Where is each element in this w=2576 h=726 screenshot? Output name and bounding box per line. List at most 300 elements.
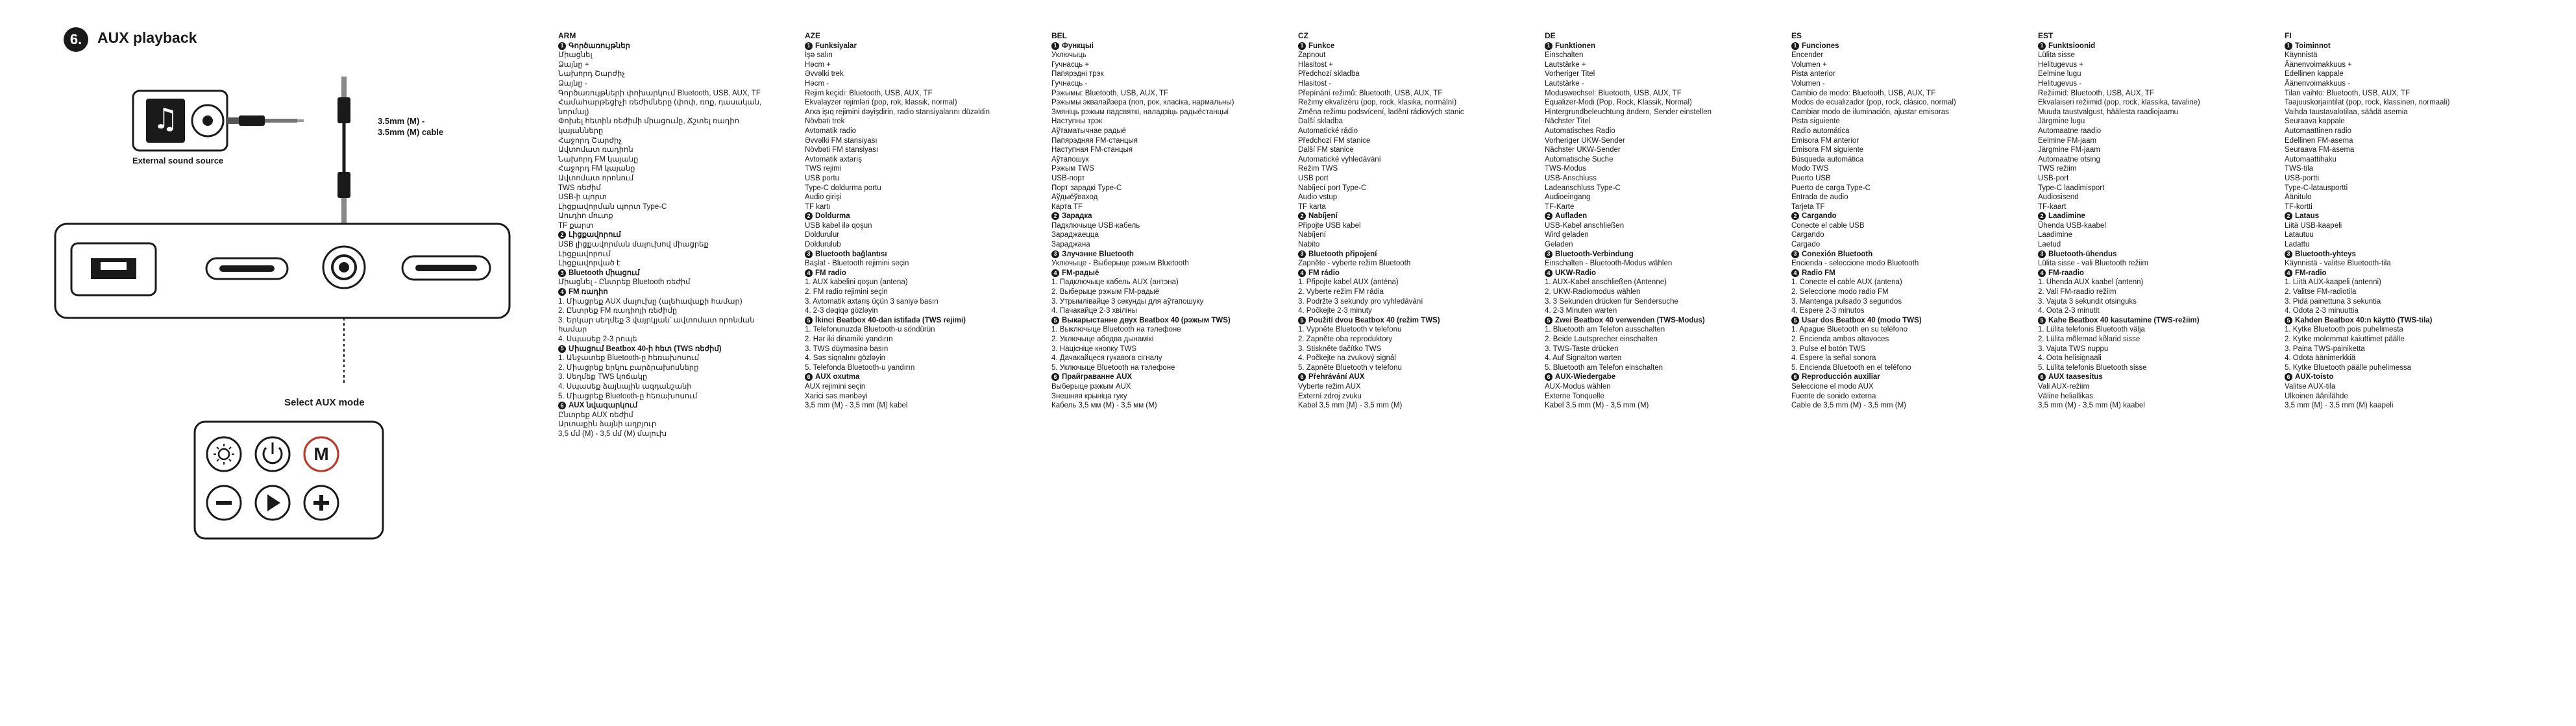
section-number-badge: 3	[1051, 250, 1059, 258]
instruction-line: 2. Vyberte režim FM rádia	[1298, 288, 1384, 296]
cable-label	[378, 115, 443, 138]
instruction-line: Növbəti FM stansiyası	[805, 146, 879, 154]
instruction-line: Kabel 3,5 mm (M) - 3,5 mm (M)	[1545, 402, 1649, 410]
instruction-line: 4. Espere 2-3 minutos	[1791, 307, 1865, 315]
section-heading	[2038, 212, 2252, 221]
instruction-line: TF քարտ	[558, 221, 594, 230]
instruction-line: 2. Ընտրեք FM ռադիոյի ռեժիմը	[558, 307, 678, 315]
instruction-line: Připojte USB kabel	[1298, 221, 1361, 230]
instruction-line: Äänenvoimakkuus +	[2285, 60, 2352, 69]
instruction-line: Pista anterior	[1791, 70, 1835, 79]
instruction-line: 2. Seleccione modo radio FM	[1791, 288, 1889, 296]
instruction-line: 5. Kytke Bluetooth päälle puhelimessa	[2285, 363, 2411, 372]
instruction-line: Taajuuskorjaintilat (pop, rock, klassinen, normaali)	[2285, 99, 2450, 107]
instruction-line: Přepínání režimů: Bluetooth, USB, AUX, TF	[1298, 89, 1443, 97]
section-number-badge: 1	[2285, 42, 2292, 50]
instruction-line: Externí zdroj zvuku	[1298, 392, 1362, 400]
instruction-line: Seuraava FM-asema	[2285, 146, 2355, 154]
language-code: DE	[1545, 31, 1556, 40]
section-number-badge: 1	[1791, 42, 1799, 50]
instruction-line: Lülita sisse	[2038, 51, 2075, 60]
instruction-line: Doldurulub	[805, 241, 841, 249]
section-heading	[1298, 42, 1512, 51]
language-code: ARM	[558, 31, 576, 40]
section-heading	[2285, 250, 2499, 260]
section-number-badge: 1	[1298, 42, 1306, 50]
instruction-line: Знешняя крыніца гуку	[1051, 392, 1127, 400]
section-title: AUX նվագարկում	[569, 402, 638, 410]
speaker-ports-panel	[55, 224, 509, 318]
instruction-line: 3. Утрымлівайце 3 секунды для аўтапошуку	[1051, 297, 1204, 306]
instruction-line: 3. Stiskněte tlačítko TWS	[1298, 345, 1382, 353]
instruction-line: USB լիցքավորման մալուխով միացրեք	[558, 241, 709, 249]
instruction-line: 2. FM radio rejimini seçin	[805, 288, 888, 296]
section-title: Bluetooth připojení	[1308, 250, 1377, 258]
instruction-line: 2. Lülita mõlemad kõlarid sisse	[2038, 335, 2141, 343]
section-heading	[1298, 250, 1512, 260]
section-title: Bluetooth-yhteys	[2295, 250, 2356, 258]
section-heading	[1791, 316, 2006, 326]
section-title: AUX taasesitus	[2048, 373, 2103, 381]
mode-button-letter: M	[313, 444, 329, 464]
instruction-line: 5. Telefonda Bluetooth-u yandırın	[805, 363, 915, 372]
instruction-line: Рэжым TWS	[1051, 165, 1094, 173]
instruction-line: TWS rejimi	[805, 165, 842, 173]
instruction-line: 2. Уключыце абодва дынамікі	[1051, 335, 1154, 343]
section-number-badge: 4	[1298, 269, 1306, 277]
section-heading	[1545, 316, 1759, 326]
instruction-line: TF-kaart	[2038, 202, 2067, 211]
section-heading	[1791, 212, 2006, 221]
section-title: Зарадка	[1062, 212, 1092, 221]
section-title: Funciones	[1802, 42, 1839, 50]
instruction-line: 5. Bluetooth am Telefon einschalten	[1545, 363, 1663, 372]
instruction-line: Ühenda USB-kaabel	[2038, 221, 2106, 230]
instruction-line: Vorheriger UKW-Sender	[1545, 136, 1625, 145]
instruction-line: Geladen	[1545, 241, 1573, 249]
section-number-badge: 6	[1545, 373, 1552, 381]
instruction-line: Ekvalaiseri režiimid (pop, rock, klassika, tavaline)	[2038, 99, 2200, 107]
section-title: Միացում Beatbox 40-ի հետ (TWS ռեժիմ)	[569, 345, 722, 353]
section-heading	[558, 287, 772, 297]
instruction-line: Seuraava kappale	[2285, 117, 2345, 126]
illustration-panel	[0, 0, 558, 726]
instruction-line: 1. Conecte el cable AUX (antena)	[1791, 278, 1902, 287]
instruction-line: Cargado	[1791, 241, 1821, 249]
section-title: Прайграванне AUX	[1062, 373, 1133, 381]
instruction-line: Nächster UKW-Sender	[1545, 146, 1621, 154]
instruction-line: Käynnistä	[2285, 51, 2318, 60]
instruction-line: 4. Odota 2-3 minuuttia	[2285, 307, 2359, 315]
section-number-badge: 1	[1051, 42, 1059, 50]
section-heading	[1791, 269, 2006, 278]
instruction-line: 3. Podržte 3 sekundy pro vyhledávání	[1298, 297, 1423, 306]
section-title: Գործառույթներ	[569, 42, 630, 50]
instruction-line: Зараджаецца	[1051, 231, 1099, 239]
section-title: FM ռադիո	[569, 288, 608, 296]
instruction-line: TWS-Modus	[1545, 165, 1586, 173]
section-number-badge: 3	[1298, 250, 1306, 258]
section-heading	[558, 42, 772, 51]
instruction-line: 3. TWS düyməsinə basın	[805, 345, 889, 353]
section-number-badge: 2	[805, 212, 813, 220]
instruction-line: Рэжымы: Bluetooth, USB, AUX, TF	[1051, 89, 1169, 97]
instruction-line: TWS režiim	[2038, 165, 2077, 173]
section-title: Toiminnot	[2295, 42, 2331, 50]
instruction-line: Laadimine	[2038, 231, 2073, 239]
instruction-line: Փոխել հետին ռեժիմի միացումը, Ճշտել ռադիո կայանները	[558, 117, 739, 135]
section-title: FM-radio	[2295, 269, 2327, 277]
instruction-line: Režiimid: Bluetooth, USB, AUX, TF	[2038, 89, 2154, 97]
section-number-badge: 5	[1791, 317, 1799, 324]
section-heading	[2038, 250, 2252, 260]
instruction-line: Muuda taustvalgust, häälesta raadiojaamu	[2038, 108, 2179, 116]
instruction-line: TF kartı	[805, 202, 831, 211]
section-number-badge: 2	[1051, 212, 1059, 220]
language-column	[1545, 31, 1759, 411]
instruction-line: Порт зарадкі Type-C	[1051, 184, 1122, 192]
instruction-line: Həcm -	[805, 79, 829, 88]
language-code: BEL	[1051, 31, 1067, 40]
instruction-line: USB-ի պորտ	[558, 193, 607, 202]
instruction-line: Kabel 3,5 mm (M) - 3,5 mm (M)	[1298, 402, 1403, 410]
device-diagram	[0, 0, 558, 726]
section-title: Bluetooth-Verbindung	[1555, 250, 1634, 258]
instruction-line: Automatische Suche	[1545, 155, 1613, 163]
section-heading	[1545, 212, 1759, 221]
instruction-line: Լիցքավորում	[558, 250, 611, 258]
instruction-line: Наступная FM-станцыя	[1051, 146, 1133, 154]
instruction-line: Əvvəlki trek	[805, 70, 844, 79]
instruction-line: Automatisches Radio	[1545, 127, 1615, 135]
instruction-line: 3. Mantenga pulsado 3 segundos	[1791, 297, 1902, 306]
language-column	[1051, 31, 1266, 411]
section-number-badge: 5	[2038, 317, 2046, 324]
instruction-line: Automatické vyhledávání	[1298, 155, 1381, 163]
instruction-line: Helitugevus -	[2038, 79, 2082, 88]
section-title: FM radio	[815, 269, 846, 277]
section-number-badge: 4	[558, 288, 566, 296]
instruction-line: 1. Падключыце кабель AUX (антэна)	[1051, 278, 1179, 287]
section-heading	[1791, 250, 2006, 260]
instruction-line: Միացնել	[558, 51, 593, 60]
instruction-line: Emisora FM anterior	[1791, 136, 1859, 145]
section-title: Bluetooth-ühendus	[2048, 250, 2117, 258]
instruction-line: Vorheriger Titel	[1545, 70, 1595, 79]
instruction-line: Ekvalayzer rejimləri (pop, rok, klassik, normal)	[805, 99, 957, 107]
instruction-line: Type-C laadimisport	[2038, 184, 2105, 192]
instruction-line: 1. Připojte kabel AUX (anténa)	[1298, 278, 1399, 287]
section-title: AUX-toisto	[2295, 373, 2334, 381]
instruction-line: 3. Vajuta TWS nuppu	[2038, 345, 2109, 353]
step-number-badge: 6.	[64, 27, 88, 52]
instruction-line: Edellinen FM-asema	[2285, 136, 2353, 145]
section-heading	[1051, 269, 1266, 278]
instruction-line: 2. Valitse FM-radiotila	[2285, 288, 2357, 296]
section-heading	[1791, 42, 2006, 51]
section-title: Přehrávání AUX	[1308, 373, 1365, 381]
instruction-line: 2. Encienda ambos altavoces	[1791, 335, 1889, 343]
language-column	[558, 31, 772, 439]
section-number-badge: 5	[558, 345, 566, 353]
instruction-line: Гучнасць -	[1051, 79, 1088, 88]
instruction-line: 2. Hər iki dinamiki yandırın	[805, 335, 893, 343]
language-code: EST	[2038, 31, 2054, 40]
section-heading	[1545, 250, 1759, 260]
section-heading	[1298, 269, 1512, 278]
instruction-line: Наступны трэк	[1051, 117, 1103, 126]
instruction-line: Ladattu	[2285, 241, 2310, 249]
section-title: Radio FM	[1802, 269, 1835, 277]
section-heading	[2038, 372, 2252, 382]
section-heading	[1051, 212, 1266, 221]
instruction-line: Audioeingang	[1545, 193, 1591, 202]
instruction-line: Búsqueda automática	[1791, 155, 1864, 163]
select-aux-mode-label: Select AUX mode	[284, 397, 365, 408]
instruction-line: Ձայնը -	[558, 79, 587, 88]
instruction-line: 3,5 mm (M) - 3,5 mm (M) kabel	[805, 402, 908, 410]
instruction-line: Vaihda taustavalotilaa, säädä asemia	[2285, 108, 2408, 116]
instruction-line: Laetud	[2038, 241, 2061, 249]
section-title: Conexión Bluetooth	[1802, 250, 1873, 258]
instruction-line: 3. Սեղմեք TWS կոճակը	[558, 373, 648, 381]
instruction-line: Fuente de sonido externa	[1791, 392, 1876, 400]
phone-icon	[133, 91, 227, 151]
language-code: AZE	[805, 31, 820, 40]
instruction-line: Type-C doldurma portu	[805, 184, 881, 192]
instruction-line: Moduswechsel: Bluetooth, USB, AUX, TF	[1545, 89, 1682, 97]
instruction-line: 2. Beide Lautsprecher einschalten	[1545, 335, 1658, 343]
section-title: Функцыі	[1062, 42, 1094, 50]
instruction-line: Rejim keçidi: Bluetooth, USB, AUX, TF	[805, 89, 933, 97]
instruction-line: Աուդիո մուտք	[558, 212, 613, 221]
instruction-line: TF karta	[1298, 202, 1326, 211]
section-title: Bluetooth bağlantısı	[815, 250, 887, 258]
instruction-line: Äänitulo	[2285, 193, 2312, 202]
instruction-line: Wird geladen	[1545, 231, 1589, 239]
instruction-line: Volumen -	[1791, 79, 1825, 88]
instruction-line: Аўдыёўваход	[1051, 193, 1098, 202]
cable-label-line1: 3.5mm (M) -	[378, 116, 425, 126]
section-number-badge: 4	[805, 269, 813, 277]
instruction-line: 5. Zapněte Bluetooth v telefonu	[1298, 363, 1402, 372]
section-number-badge: 6	[1298, 373, 1306, 381]
instruction-line: Zapněte - vyberte režim Bluetooth	[1298, 260, 1411, 268]
instruction-line: Lülita sisse - vali Bluetooth režiim	[2038, 260, 2149, 268]
instruction-line: Xarici səs mənbəyi	[805, 392, 868, 400]
section-heading	[2038, 269, 2252, 278]
section-number-badge: 1	[805, 42, 813, 50]
instruction-line: 1. Telefonunuzda Bluetooth-u söndürün	[805, 326, 935, 334]
section-title: Funktsioonid	[2048, 42, 2096, 50]
instruction-line: Conecte el cable USB	[1791, 221, 1865, 230]
instruction-line: Audiosisend	[2038, 193, 2079, 202]
cable-label-line2: 3.5mm (M) cable	[378, 127, 444, 137]
instruction-line: Avtomatik radio	[805, 127, 857, 135]
section-number-badge: 1	[2038, 42, 2046, 50]
instruction-line: 4. 2-3 dəqiqə gözləyin	[805, 307, 878, 315]
instruction-line: Ընտրեք AUX ռեժիմ	[558, 411, 633, 419]
instruction-line: 4. Oota helisignaali	[2038, 354, 2102, 363]
section-number-badge: 2	[1791, 212, 1799, 220]
instruction-line: AUX-Modus wählen	[1545, 382, 1611, 391]
instruction-line: Змяніць рэжым падсвяткі, наладзіць радыёстанцыі	[1051, 108, 1229, 116]
section-heading	[2038, 316, 2252, 326]
instruction-line: 4. Səs siqnalını gözləyin	[805, 354, 886, 363]
instruction-line: Volumen +	[1791, 60, 1827, 69]
section-title: Doldurma	[815, 212, 850, 221]
language-code: CZ	[1298, 31, 1308, 40]
instruction-line: 4. Oota 2-3 minutit	[2038, 307, 2100, 315]
section-title: Cargando	[1802, 212, 1837, 221]
instruction-line: 1. Bluetooth am Telefon ausschalten	[1545, 326, 1665, 334]
instruction-line: Cable de 3,5 mm (M) - 3,5 mm (M)	[1791, 402, 1906, 410]
section-heading	[558, 401, 772, 411]
instruction-line: 3. Avtomatik axtarış üçün 3 saniyə basın	[805, 297, 938, 306]
instruction-line: Equalizer-Modi (Pop, Rock, Klassik, Normal)	[1545, 99, 1692, 107]
instruction-line: Režimy ekvalizéru (pop, rock, klasika, normální)	[1298, 99, 1457, 107]
instruction-line: Nabito	[1298, 241, 1320, 249]
language-column	[2038, 31, 2252, 411]
step-title: AUX playback	[97, 29, 197, 46]
instruction-line: USB-port	[2038, 174, 2069, 182]
section-heading	[2285, 269, 2499, 278]
instruction-line: 1. Выключыце Bluetooth на тэлефоне	[1051, 326, 1181, 334]
instruction-line: Növbəti trek	[805, 117, 845, 126]
instruction-line: 2. Vali FM-raadio režiim	[2038, 288, 2116, 296]
section-title: Lataus	[2295, 212, 2320, 221]
instruction-line: Lautstärke +	[1545, 60, 1586, 69]
instruction-line: Radio automática	[1791, 127, 1850, 135]
instruction-line: Vyberte režim AUX	[1298, 382, 1361, 391]
instruction-line: Doldurulur	[805, 231, 840, 239]
instruction-line: 4. Дачакайцеся гукавога сігналу	[1051, 354, 1162, 363]
instruction-line: 5. Lülita telefonis Bluetooth sisse	[2038, 363, 2147, 372]
instruction-line: AUX rejimini seçin	[805, 382, 866, 391]
instruction-line: Nabíjení	[1298, 231, 1326, 239]
section-title: FM-радыё	[1062, 269, 1099, 277]
instruction-line: 3. Pidä painettuna 3 sekuntia	[2285, 297, 2381, 306]
section-number-badge: 4	[2285, 269, 2292, 277]
instruction-line: Həcm +	[805, 60, 831, 69]
instruction-line: Seleccione el modo AUX	[1791, 382, 1874, 391]
section-number-badge: 6	[1791, 373, 1799, 381]
section-number-badge: 4	[1545, 269, 1552, 277]
instruction-line: 5. Միացրեք Bluetooth-ը հեռախոսում	[558, 392, 698, 400]
instruction-line: 4. Počkejte na zvukový signál	[1298, 354, 1396, 363]
instruction-line: 2. Zapněte oba reproduktory	[1298, 335, 1393, 343]
instruction-line: Ավտոմատ որոնում	[558, 174, 634, 182]
instruction-line: 1. AUX kabelini qoşun (antena)	[805, 278, 908, 287]
instruction-line: Папярэдняя FM-станцыя	[1051, 136, 1138, 145]
instruction-line: Automaattinen radio	[2285, 127, 2351, 135]
aux-cable-icon	[227, 77, 350, 224]
instruction-line: Změna režimu podsvícení, ladění rádiových stanic	[1298, 108, 1464, 116]
instruction-line: Папярэдні трэк	[1051, 70, 1104, 79]
section-number-badge: 6	[2038, 373, 2046, 381]
instruction-line: 4. 2-3 Minuten warten	[1545, 307, 1617, 315]
instruction-line: Гучнасць +	[1051, 60, 1090, 69]
language-code: FI	[2285, 31, 2292, 40]
instruction-line: Eelmine lugu	[2038, 70, 2081, 79]
instruction-line: Automaatne raadio	[2038, 127, 2102, 135]
section-title: Reproducción auxiliar	[1802, 373, 1880, 381]
language-code: ES	[1791, 31, 1802, 40]
instruction-line: Järgmine FM-jaam	[2038, 146, 2100, 154]
instruction-line: 3. Երկար սեղմեք 3 վայրկյան՝ ավտոմատ որոնման համար	[558, 316, 755, 334]
instruction-line: 1. Kytke Bluetooth pois puhelimesta	[2285, 326, 2403, 334]
instruction-line: USB-portti	[2285, 174, 2320, 182]
section-number-badge: 2	[1298, 212, 1306, 220]
control-buttons-panel	[195, 422, 383, 538]
instruction-line: Pista siguiente	[1791, 117, 1840, 126]
svg-text:♫: ♫	[153, 103, 178, 136]
section-title: Լիցքավորում	[569, 231, 621, 239]
section-heading	[805, 212, 1019, 221]
instruction-line: Automaattihaku	[2285, 155, 2337, 163]
instruction-line: Հաջորդ Շարժիչ	[558, 136, 622, 145]
instruction-line: 2. Выберыце рэжым FM-радыё	[1051, 288, 1160, 296]
instruction-line: Järgmine lugu	[2038, 117, 2085, 126]
instruction-line: Puerto de carga Type-C	[1791, 184, 1871, 192]
instruction-line: Əvvəlki FM stansiyası	[805, 136, 877, 145]
instruction-line: Լիցքավորման պորտ Type-C	[558, 202, 667, 211]
instruction-line: Аўтаматычнае радыё	[1051, 127, 1127, 135]
instruction-line: 4. Սպասեք 2-3 րոպե	[558, 335, 637, 343]
instruction-line: 2. UKW-Radiomodus wählen	[1545, 288, 1641, 296]
instruction-line: USB portu	[805, 174, 840, 182]
instruction-line: Avtomatik axtarış	[805, 155, 862, 163]
instruction-line: Einschalten	[1545, 51, 1584, 60]
section-heading	[1298, 372, 1512, 382]
section-heading	[1545, 269, 1759, 278]
section-title: AUX-Wiedergabe	[1555, 373, 1616, 381]
instruction-line: Зараджана	[1051, 241, 1090, 249]
section-heading	[1545, 372, 1759, 382]
instruction-line: Карта TF	[1051, 202, 1083, 211]
instruction-line: Nabíjecí port Type-C	[1298, 184, 1367, 192]
instruction-line: Liitä USB-kaapeli	[2285, 221, 2342, 230]
instruction-line: Գործառույթների փոխարկում Bluetooth, USB, AUX, TF	[558, 89, 761, 97]
section-title: Kahden Beatbox 40:n käyttö (TWS-tila)	[2295, 316, 2433, 324]
instruction-line: Ladeanschluss Type-C	[1545, 184, 1621, 192]
section-heading	[2285, 42, 2499, 51]
instruction-line: Käynnistä - valitse Bluetooth-tila	[2285, 260, 2391, 268]
instruction-line: Další skladba	[1298, 117, 1343, 126]
instruction-line: 3. 3 Sekunden drücken für Sendersuche	[1545, 297, 1678, 306]
section-number-badge: 1	[1545, 42, 1552, 50]
instruction-line: 2. Միացրեք երկու բարձրախոսները	[558, 363, 699, 372]
instruction-line: TWS ռեժիմ	[558, 184, 601, 192]
section-heading	[1298, 212, 1512, 221]
instruction-line: Tarjeta TF	[1791, 202, 1825, 211]
instruction-line: İşə salın	[805, 51, 833, 60]
instruction-line: 5. Encienda Bluetooth en el teléfono	[1791, 363, 1911, 372]
instruction-line: TF-kortti	[2285, 202, 2312, 211]
instruction-line: Latautuu	[2285, 231, 2314, 239]
language-column	[805, 31, 1019, 411]
instruction-line: USB port	[1298, 174, 1329, 182]
instruction-line: 5. Уключыце Bluetooth на тэлефоне	[1051, 363, 1175, 372]
instruction-line: Väline heliallikas	[2038, 392, 2094, 400]
section-heading	[2285, 316, 2499, 326]
section-heading	[805, 42, 1019, 51]
instruction-line: Zapnout	[1298, 51, 1326, 60]
instruction-line: Cambiar modo de iluminación, ajustar emisoras	[1791, 108, 1949, 116]
section-number-badge: 3	[805, 250, 813, 258]
instruction-line: 1. Apague Bluetooth en su teléfono	[1791, 326, 1908, 334]
instruction-line: TWS-tila	[2285, 165, 2314, 173]
